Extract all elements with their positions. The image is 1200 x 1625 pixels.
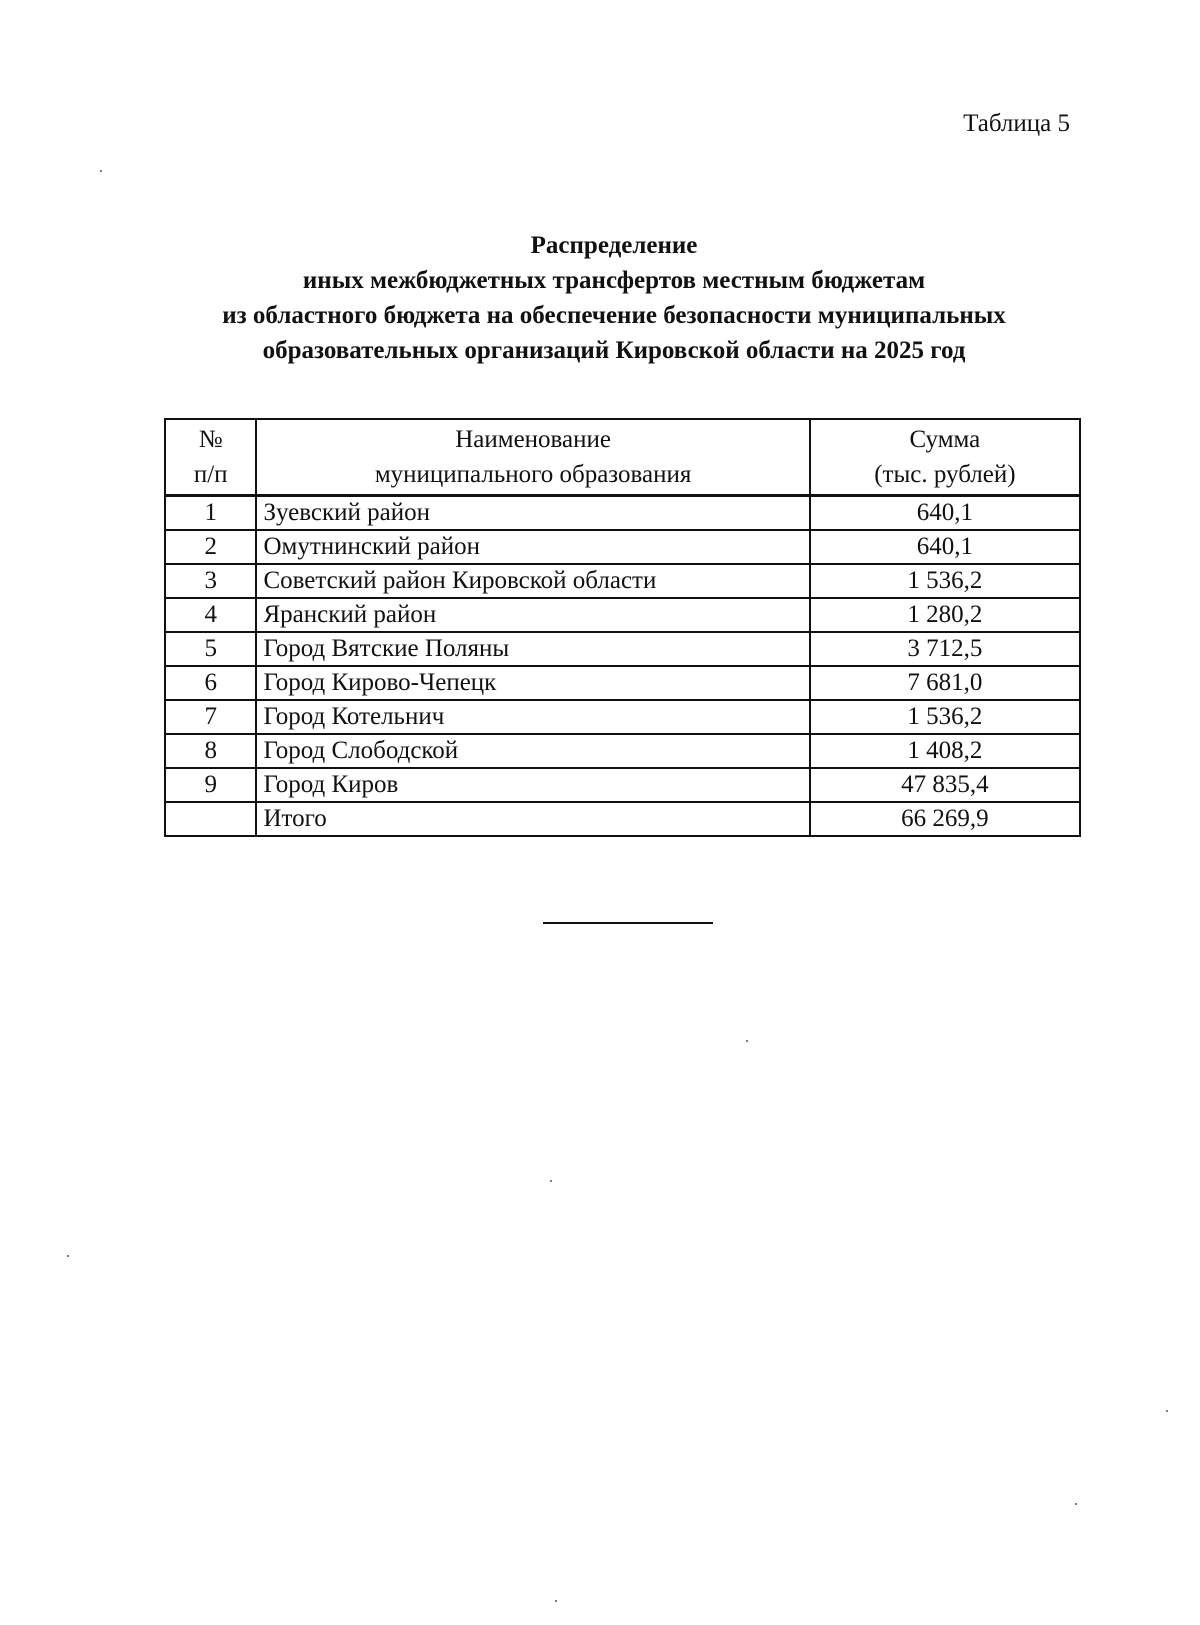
header-municipality: Наименование муниципального образования [256, 419, 809, 496]
title-line: Распределение [530, 232, 698, 259]
table-row [165, 564, 1080, 598]
scan-speck [1166, 1410, 1168, 1412]
table-row [165, 700, 1080, 734]
row-sum: 1 536,2 [810, 564, 1080, 598]
table-row [165, 666, 1080, 700]
table-row [165, 734, 1080, 768]
scan-speck [67, 1255, 69, 1257]
header-number: № п/п [165, 419, 256, 496]
row-number: 6 [165, 666, 256, 700]
row-number: 2 [165, 530, 256, 564]
total-sum: 66 269,9 [810, 802, 1080, 836]
table-header-row [165, 419, 1080, 496]
table-total-row [165, 802, 1080, 836]
total-number [165, 802, 256, 836]
row-number: 4 [165, 598, 256, 632]
row-municipality: Город Кирово-Чепецк [256, 666, 809, 700]
row-municipality: Советский район Кировской области [256, 564, 809, 598]
row-number: 8 [165, 734, 256, 768]
scan-speck [746, 1040, 748, 1042]
table-row [165, 768, 1080, 802]
row-municipality: Город Слободской [256, 734, 809, 768]
row-sum: 640,1 [810, 496, 1080, 531]
scan-speck [555, 1600, 557, 1602]
table-row [165, 530, 1080, 564]
row-sum: 3 712,5 [810, 632, 1080, 666]
row-municipality: Город Киров [256, 768, 809, 802]
scan-speck [550, 1180, 552, 1182]
row-municipality: Омутнинский район [256, 530, 809, 564]
row-number: 5 [165, 632, 256, 666]
table-row [165, 496, 1080, 531]
document-title [120, 228, 1108, 368]
distribution-table [164, 418, 1081, 837]
scan-speck [100, 170, 102, 172]
end-divider-line [543, 922, 713, 924]
title-line: иных межбюджетных трансфертов местным бюджетам [302, 267, 926, 294]
row-municipality: Зуевский район [256, 496, 809, 531]
table-row [165, 598, 1080, 632]
row-municipality: Город Котельнич [256, 700, 809, 734]
table-row [165, 632, 1080, 666]
row-sum: 47 835,4 [810, 768, 1080, 802]
total-label: Итого [256, 802, 809, 836]
row-number: 3 [165, 564, 256, 598]
title-line: образовательных организаций Кировской области на 2025 год [262, 337, 966, 364]
table-number-label: Таблица 5 [963, 110, 1070, 137]
row-sum: 640,1 [810, 530, 1080, 564]
scan-speck [1075, 1503, 1077, 1505]
row-number: 7 [165, 700, 256, 734]
row-municipality: Яранский район [256, 598, 809, 632]
row-number: 1 [165, 496, 256, 531]
row-number: 9 [165, 768, 256, 802]
row-sum: 1 280,2 [810, 598, 1080, 632]
row-sum: 7 681,0 [810, 666, 1080, 700]
row-sum: 1 408,2 [810, 734, 1080, 768]
row-municipality: Город Вятские Поляны [256, 632, 809, 666]
title-line: из областного бюджета на обеспечение безопасности муниципальных [222, 302, 1006, 329]
row-sum: 1 536,2 [810, 700, 1080, 734]
header-sum: Сумма (тыс. рублей) [810, 419, 1080, 496]
